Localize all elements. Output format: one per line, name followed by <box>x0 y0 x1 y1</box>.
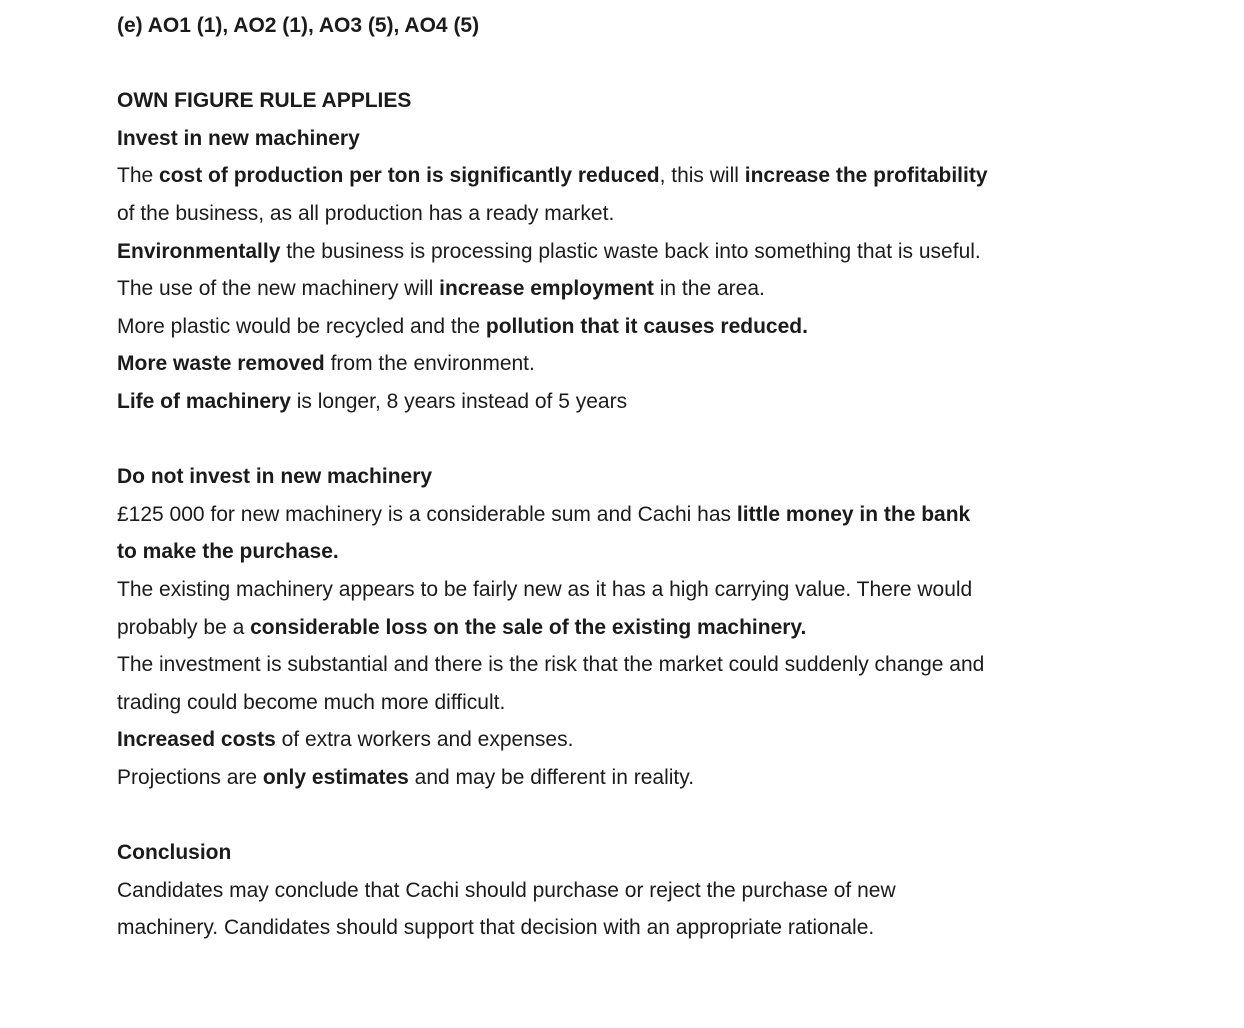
bold-text-run: little money in the bank <box>736 502 971 526</box>
paragraph <box>117 721 1127 759</box>
bold-text-run: Life of machinery <box>117 389 291 413</box>
text-run: £125 000 for new machinery is a considerable sum and Cachi has <box>117 502 737 526</box>
bold-text-run: More waste removed <box>117 352 325 376</box>
paragraph <box>117 646 1127 721</box>
text-run: Candidates may conclude that Cachi should purchase or reject the purchase of new <box>117 878 896 902</box>
bold-text-run: pollution that it causes reduced. <box>485 314 808 338</box>
text-run: is longer, 8 years instead of 5 years <box>290 389 628 413</box>
text-run: in the area. <box>653 277 765 301</box>
section-heading: Do not invest in new machinery <box>117 465 433 489</box>
text-run: The <box>117 164 160 188</box>
paragraph <box>117 571 1127 646</box>
own-figure-rule-line: OWN FIGURE RULE APPLIES <box>117 89 412 113</box>
text-run: The investment is substantial and there is the risk that the market could suddenly change and <box>117 653 985 677</box>
paragraph <box>117 872 1127 947</box>
text-run: The use of the new machinery will <box>117 277 440 301</box>
bold-text-run: cost of production per ton is significantly reduced <box>159 164 660 188</box>
paragraph <box>117 496 1127 571</box>
paragraph <box>117 345 1127 383</box>
text-run: More plastic would be recycled and the <box>117 314 486 338</box>
paragraph <box>117 233 1127 271</box>
text-run: the business is processing plastic waste back into something that is useful. <box>280 239 981 263</box>
paragraph <box>117 383 1127 421</box>
bold-text-run: considerable loss on the sale of the existing machinery. <box>250 615 807 639</box>
text-run: of the business, as all production has a ready market. <box>117 201 615 225</box>
text-run: and may be different in reality. <box>408 765 695 789</box>
text-run: probably be a <box>117 615 251 639</box>
text-run: trading could become much more difficult. <box>117 690 506 714</box>
text-run: machinery. Candidates should support that decision with an appropriate rationale. <box>117 916 875 940</box>
text-run: from the environment. <box>324 352 535 376</box>
text-run: Projections are <box>117 765 263 789</box>
paragraph <box>117 157 1127 232</box>
section-conclusion <box>117 834 1127 947</box>
paragraph <box>117 308 1127 346</box>
section-heading: Conclusion <box>117 841 232 865</box>
section-do-not-invest-in-new-machinery <box>117 458 1127 796</box>
paragraph <box>117 270 1127 308</box>
bold-text-run: only estimates <box>262 765 409 789</box>
bold-text-run: to make the purchase. <box>117 540 339 564</box>
bold-text-run: increase the profitability <box>744 164 988 188</box>
bold-text-run: increase employment <box>439 277 654 301</box>
paragraph <box>117 759 1127 797</box>
section-invest-in-new-machinery <box>117 120 1127 421</box>
text-run: The existing machinery appears to be fairly new as it has a high carrying value. There would <box>117 577 973 601</box>
bold-text-run: Environmentally <box>117 239 281 263</box>
bold-text-run: Increased costs <box>117 728 276 752</box>
text-run: , this will <box>659 164 745 188</box>
text-run: of extra workers and expenses. <box>275 728 574 752</box>
document-body <box>117 0 1127 947</box>
marks-allocation-line: (e) AO1 (1), AO2 (1), AO3 (5), AO4 (5) <box>117 14 480 37</box>
section-heading: Invest in new machinery <box>117 126 360 150</box>
sections-container <box>117 120 1127 947</box>
